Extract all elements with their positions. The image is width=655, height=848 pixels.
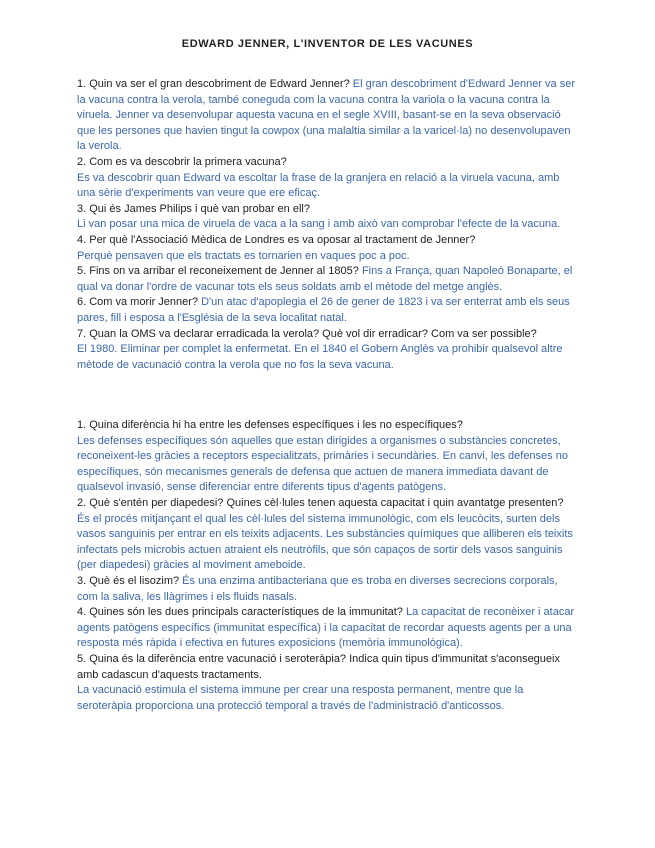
answer-text: És el procés mitjançant el qual les cèl·lules del sistema immunològic, com els leucòcits, surten dels vasos sanguinis per entrar en els teixits adjacents. Les substàncies químiques que alliberen els teixits infectats pels microbis actuen atraient els neutròfils, que són capaços de sortir dels vasos sanguinis (per diapedesi) gràcies al moviment ameboide. [77,512,573,572]
answer-text: Les defenses específiques són aquelles que estan dirigides a organismes o substàncies concretes, reconeixent-les gràcies a receptors especialitzats, primàries i secundàries. En canvi, les defenses no específiques, són mecanismes generals de defensa que actuen de manera immediata davant de qualsevol invasió, sense diferenciar entre diferents tipus d'agents patògens. [77,434,568,494]
qa-item [77,202,577,233]
question-text: 4. Per què l'Associació Mèdica de Londres es va oposar al tractament de Jenner? [77,233,476,246]
qa-item [77,605,577,652]
qa-item [77,652,577,714]
answer-text: Perquè pensaven que els tractats es tornarien en vaques poc a poc. [77,249,410,262]
answer-text: El gran descobriment d'Edward Jenner va ser la vacuna contra la verola, també coneguda com la vacuna contra la variola o la vacuna contra la viruela. Jenner va desenvolupar aquesta vacuna en el segle XVIII, basant-se en la seva observació que les persones que havien tingut la cowpox (una malaltia similar a la varicel·la) no desenvolupaven la verola. [77,78,575,153]
question-text: 1. Quin va ser el gran descobriment de Edward Jenner? [77,78,350,90]
qa-item [77,327,577,374]
answer-text: La capacitat de reconèixer i atacar agents patògens específics (immunitat específica) i la capacitat de recordar aquests agents per a una resposta més ràpida i efectiva en futures exposicions (memòria immunològica). [77,606,575,650]
answer-text: Fins a França, quan Napoleó Bonaparte, el qual va donar l'ordre de vacunar tots els seus soldats amb el mètode del metge anglès. [77,265,573,293]
answer-text: D'un atac d'apoplegia el 26 de gener de 1823 i va ser enterrat amb els seus pares, fill i esposa a l'Església de la seva localitat natal. [77,296,570,324]
answer-text: És una enzima antibacteriana que es troba en diverses secrecions corporals, com la saliva, les llàgrimes i els fluids nasals. [77,574,558,603]
qa-item [77,496,577,574]
answer-text: El 1980. Eliminar per complet la enfermetat. En el 1840 el Gobern Anglès va prohibir qualsevol altre mètode de vacunació contra la verola que no fos la seva vacuna. [77,343,563,371]
qa-item [77,264,577,295]
qa-item [77,574,577,605]
question-text: 3. Qui és James Philips i què van probar en ell? [77,202,310,215]
question-text: 2. Com es va descobrir la primera vacuna? [77,155,287,168]
answer-text: La vacunació estimula el sistema immune per crear una resposta permanent, mentre que la seroteràpia proporciona una protecció temporal a través de l'administració d'anticossos. [77,684,524,712]
section-immunity-questions [77,418,577,714]
question-text: 1. Quina diferència hi ha entre les defenses específiques i les no específiques? [77,419,463,431]
qa-item [77,295,577,326]
question-text: 4. Quines són les dues principals característiques de la immunitat? [77,606,403,619]
question-text: 5. Quina és la diferència entre vacunació i seroteràpia? Indica quin tipus d'immunitat s'aconsegueix amb cadascun d'aquests tractaments. [77,652,560,681]
question-text: 7. Quan la OMS va declarar erradicada la verola? Què vol dir erradicar? Com va ser possible? [77,327,537,340]
qa-item [77,233,577,264]
page-title: EDWARD JENNER, L'INVENTOR DE LES VACUNES [181,38,474,50]
question-text: 2. Què s'entén per diapedesi? Quines cèl·lules tenen aquesta capacitat i quin avantatge presenten? [77,496,564,509]
question-text: 3. Què és el lisozim? [77,574,180,587]
answer-text: Li van posar una mica de viruela de vaca a la sang i amb això van comprobar l'efecte de la vacuna. [77,218,561,231]
qa-item [77,77,577,155]
question-text: 5. Fins on va arribar el reconeixement de Jenner al 1805? [77,265,359,278]
question-text: 6. Com va morir Jenner? [77,296,199,309]
qa-item [77,418,577,496]
qa-item [77,155,577,202]
section-jenner-questions [77,77,577,373]
answer-text: Es va descobrir quan Edward va escoltar la frase de la granjera en relació a la viruela vacuna, amb una sèrie d'experiments van veure que ere eficaç. [77,171,560,200]
